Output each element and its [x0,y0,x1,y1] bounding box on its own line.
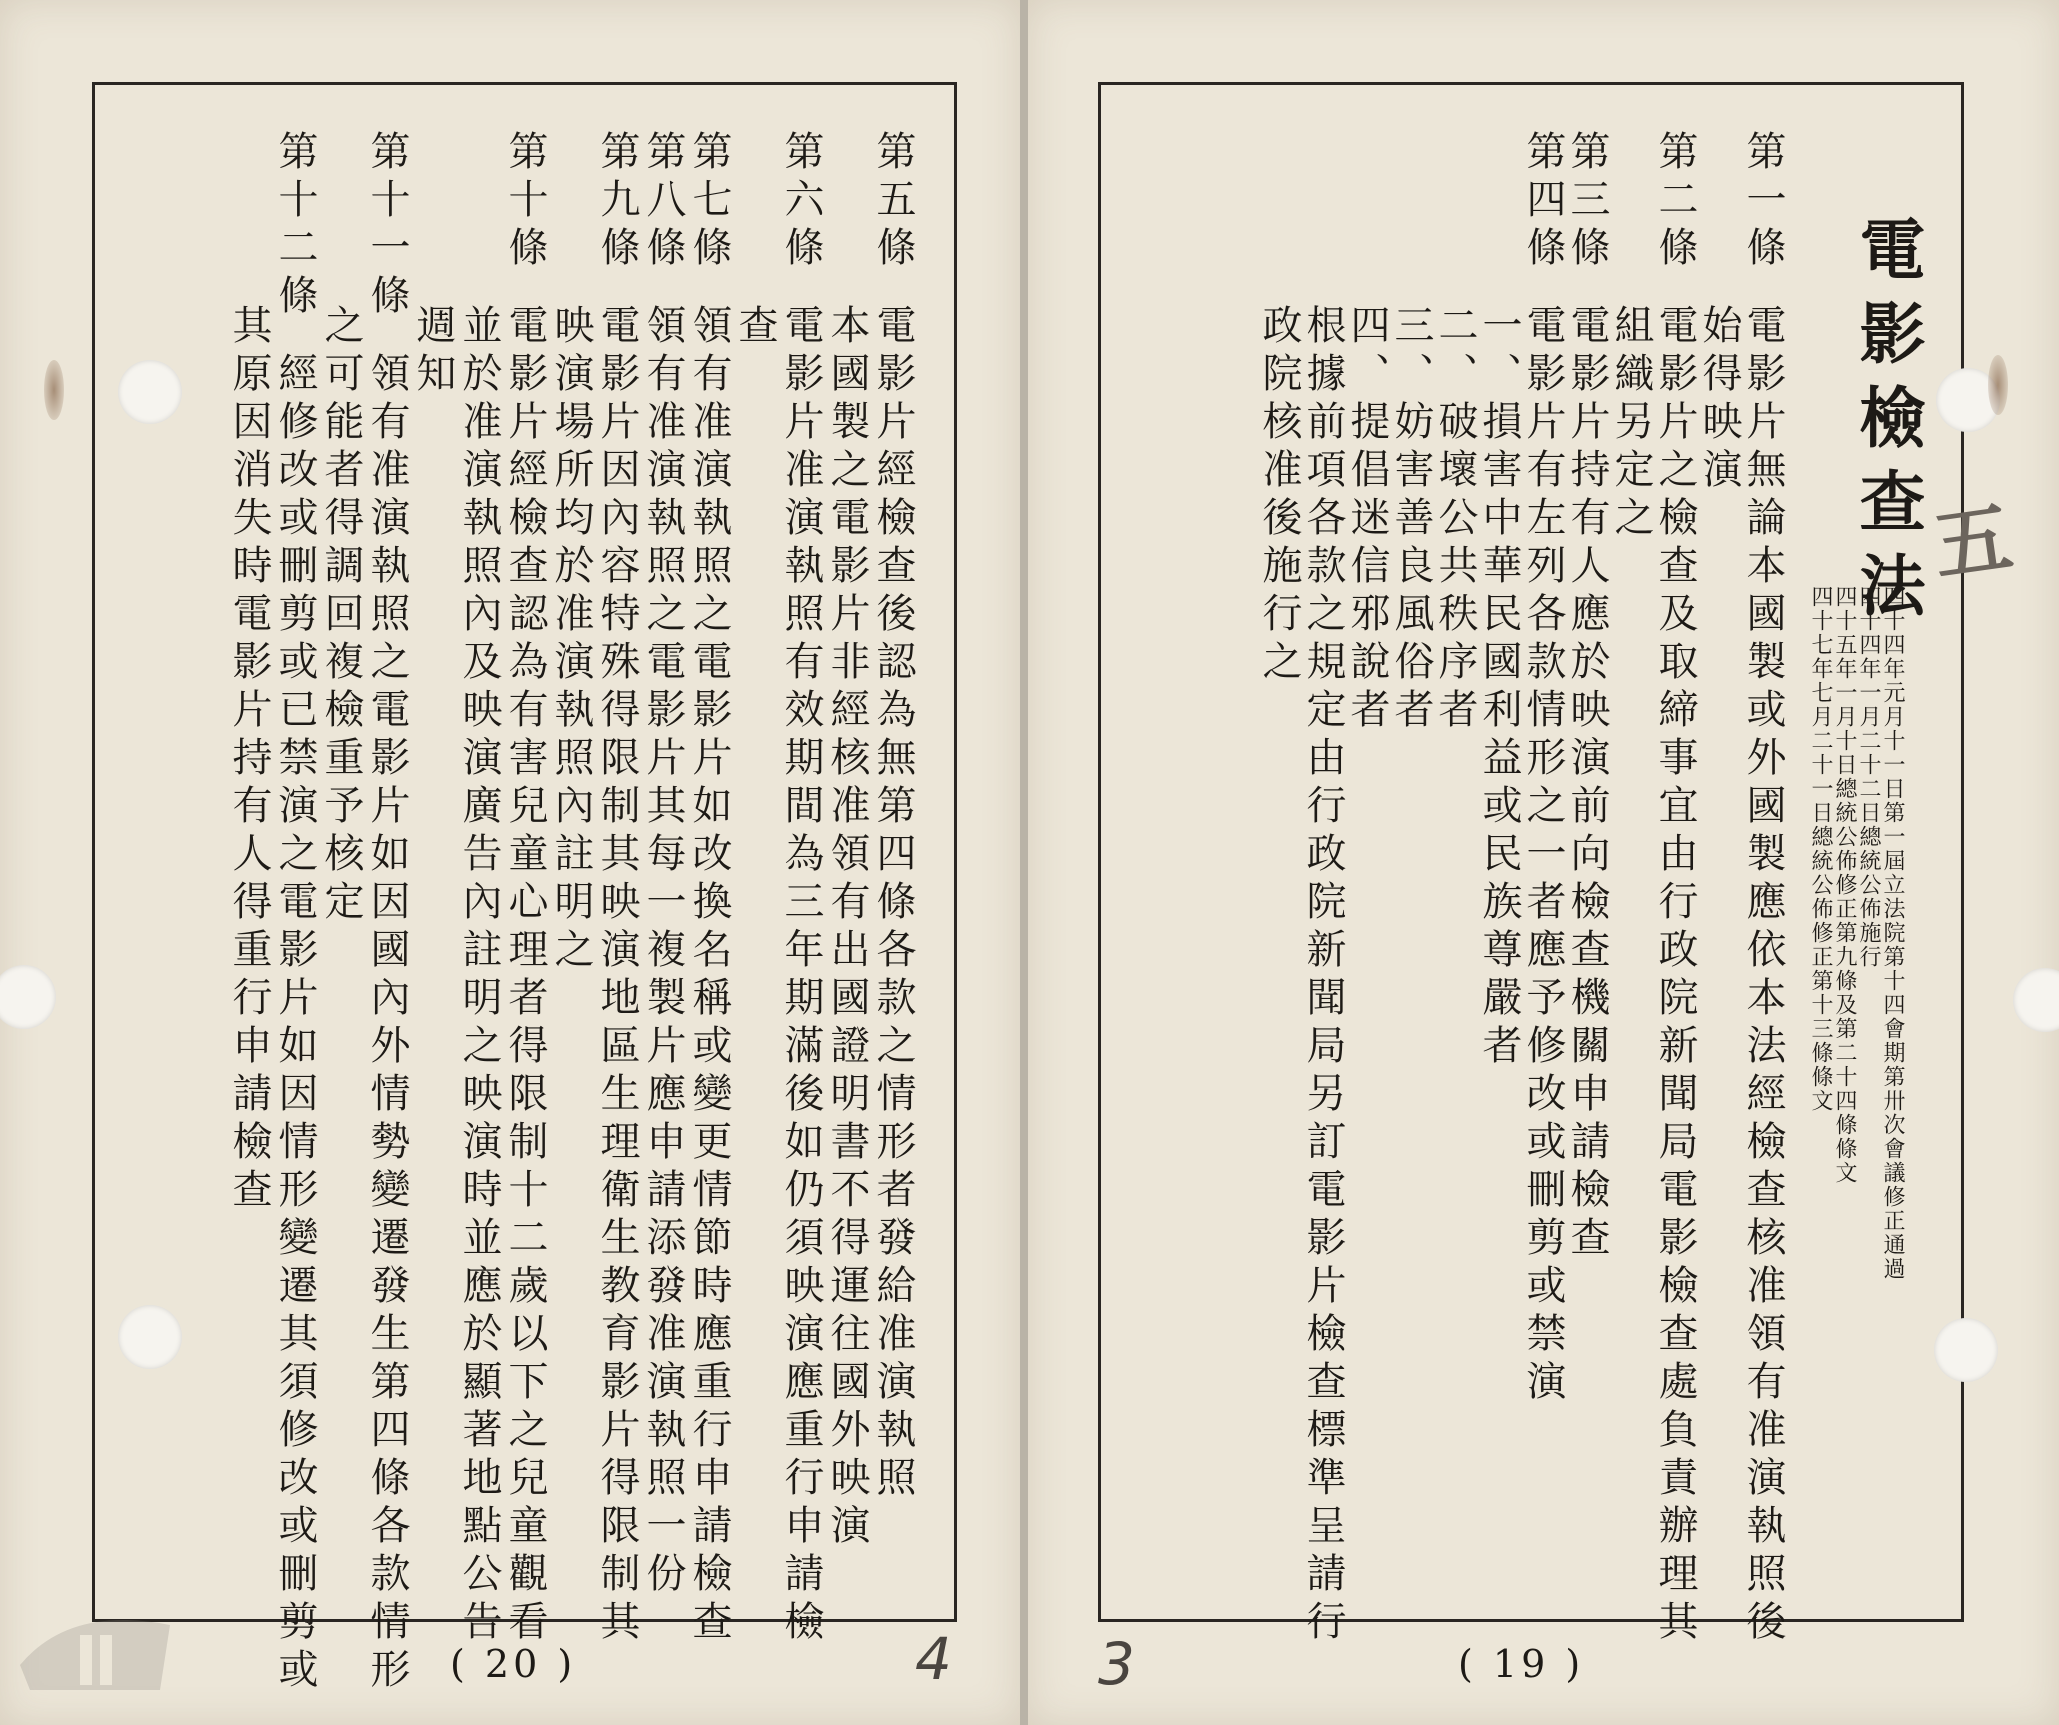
rust-stain [1988,355,2008,415]
article-column [1520,130,1566,1408]
article-text: 領有准演執照之電影片如改換名稱或變更情節時應重行申請檢查 [686,304,732,1648]
article-number: 第十條 [502,130,548,274]
article-column [1344,130,1390,736]
article-text: 其原因消失時電影片持有人得重行申請檢查 [226,304,272,1216]
article-number: 第五條 [870,130,916,274]
article-text: 二、破壞公共秩序者 [1432,304,1478,736]
article-column [318,130,364,928]
article-column [1564,130,1610,1264]
article-column [1300,130,1346,1648]
punch-hole [2013,968,2059,1032]
page-number-left: ( 20 ) [450,1642,577,1686]
punch-hole [0,965,56,1029]
margin-annotation: 五 [1927,491,2018,593]
article-column [548,130,594,976]
library-watermark-icon [10,1595,180,1695]
article-column [1608,130,1654,544]
article-column [732,130,778,352]
article-text: 電影片有左列各款情形之一者應予修改或刪剪或禁演 [1520,304,1566,1408]
handwritten-mark-left: 4 [915,1625,952,1693]
document-title: 電影檢查法 [1848,215,1926,635]
article-number: 第十一條 [364,130,410,322]
enactment-note: 四十七年七月二十一日總統公佈修正第十三條條文 [1808,585,1833,1113]
article-column [640,130,686,1600]
article-text: 電影片持有人應於映演前向檢查機關申請檢查 [1564,304,1610,1264]
article-text: 政院核准後施行之 [1256,304,1302,688]
article-text: 電影片經檢查後認為無第四條各款之情形者發給准演執照 [870,304,916,1504]
article-number: 第七條 [686,130,732,274]
article-text: 始得映演 [1696,304,1742,496]
article-text: 並於准演執照內及映演廣告內註明之映演時並應於顯著地點公告 [456,304,502,1648]
article-column [1256,130,1302,688]
article-column [594,130,640,1648]
right-page [1028,0,2059,1725]
punch-hole [118,360,182,424]
article-text: 週知 [410,304,456,400]
article-text: 經修改或刪剪或已禁演之電影片如因情形變遷其須修改或刪剪或 [272,352,318,1696]
enactment-note: 四十四年元月十一日第一屆立法院第十四會期第卅次會議修正通過 [1880,585,1905,1281]
article-text: 電影片之檢查及取締事宜由行政院新聞局電影檢查處負責辦理其 [1652,304,1698,1648]
article-text: 領有准演執照之電影片其每一複製片應申請添發准演執照一份 [640,304,686,1600]
article-text: 組織另定之 [1608,304,1654,544]
punch-hole [118,1305,182,1369]
article-column [364,130,410,1696]
article-text: 之可能者得調回複檢重予核定 [318,304,364,928]
article-column [1740,130,1786,1648]
article-number: 第一條 [1740,130,1786,274]
article-text: 四、提倡迷信邪說者 [1344,304,1390,736]
article-column [1652,130,1698,1648]
article-column [1696,130,1742,496]
article-text: 本國製之電影片非經核准領有出國證明書不得運往國外映演 [824,304,870,1552]
article-number: 第四條 [1520,130,1566,274]
article-text: 三、妨害善良風俗者 [1388,304,1434,736]
article-column [778,130,824,1648]
article-text: 領有准演執照之電影片如因國內外情勢變遷發生第四條各款情形 [364,352,410,1696]
article-number: 第九條 [594,130,640,274]
article-text: 根據前項各款之規定由行政院新聞局另訂電影片檢查標準呈請行 [1300,304,1346,1648]
article-text: 電影片經檢查認為有害兒童心理者得限制十二歲以下之兒童觀看 [502,304,548,1648]
article-column [456,130,502,1648]
article-number: 第六條 [778,130,824,274]
article-column [410,130,456,400]
rust-stain [44,360,64,420]
handwritten-mark-right: 3 [1098,1630,1135,1698]
article-text: 映演場所均於准演執照內註明之 [548,304,594,976]
article-number: 第二條 [1652,130,1698,274]
page-number-right: ( 19 ) [1458,1642,1585,1686]
enactment-note: 四十五年一月十日總統公佈修正第九條及第二十四條條文 [1832,585,1857,1185]
article-column [686,130,732,1648]
article-column [1476,130,1522,1072]
article-column [1388,130,1434,736]
article-text: 查 [732,304,778,352]
punch-hole [1934,1318,1998,1382]
article-column [1432,130,1478,736]
article-text: 電影片無論本國製或外國製應依本法經檢查核准領有准演執照後 [1740,304,1786,1648]
article-column [226,130,272,1216]
article-column [502,130,548,1648]
article-number: 第三條 [1564,130,1610,274]
left-page [0,0,1020,1725]
article-text: 電影片准演執照有效期間為三年期滿後如仍須映演應重行申請檢 [778,304,824,1648]
article-number: 第十二條 [272,130,318,322]
article-text: 電影片因內容特殊得限制其映演地區生理衛生教育影片得限制其 [594,304,640,1648]
article-number: 第八條 [640,130,686,274]
article-column [870,130,916,1504]
article-column [272,130,318,1696]
enactment-note: 四十四年一月二十二日總統公佈施行 [1856,585,1881,969]
article-text: 一、損害中華民國利益或民族尊嚴者 [1476,304,1522,1072]
article-column [824,130,870,1552]
